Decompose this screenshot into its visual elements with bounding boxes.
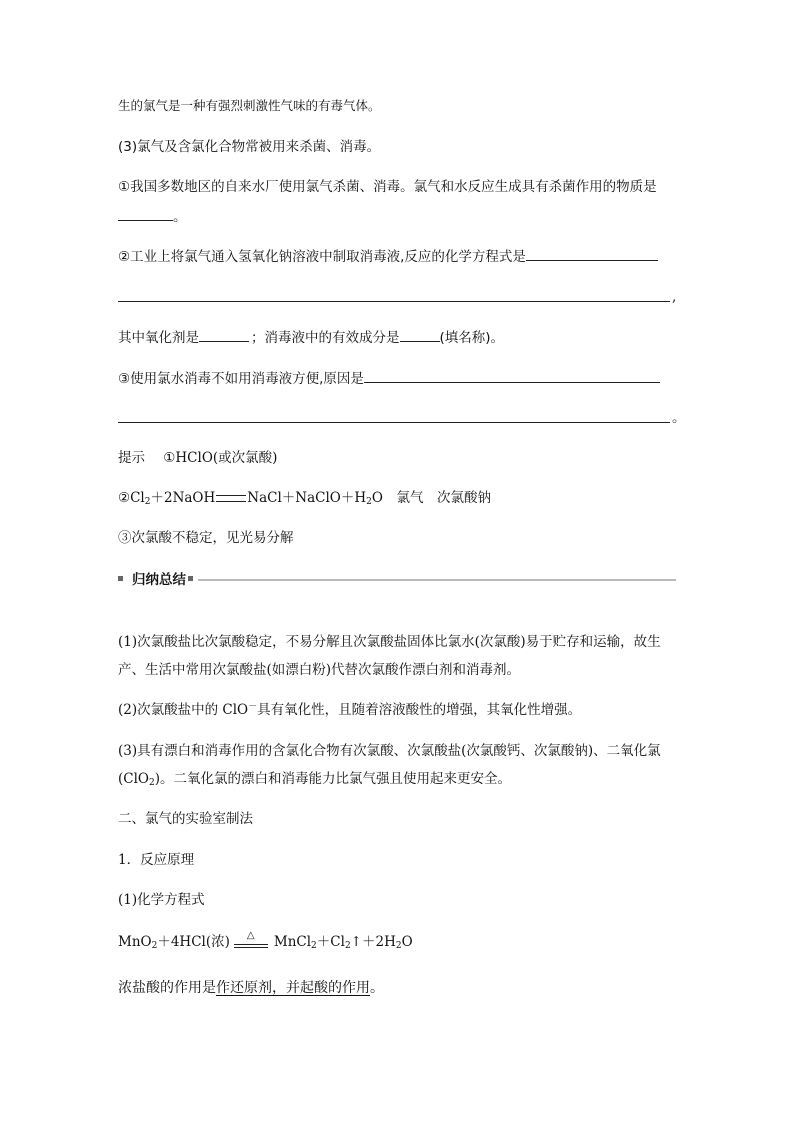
summary-1b: 产、生活中常用次氯酸盐(如漂白粉)代替次氯酸作漂白剂和消毒剂。 bbox=[118, 662, 521, 678]
heat-icon: △ bbox=[246, 929, 255, 941]
fill-name-label: (填名称)。 bbox=[439, 330, 505, 346]
eq-h2o: ↑＋2H bbox=[350, 934, 396, 950]
comma: , bbox=[672, 289, 677, 305]
period-3: 。 bbox=[370, 980, 384, 996]
subscript: 2 bbox=[144, 497, 151, 507]
answer-blank-7[interactable] bbox=[118, 422, 670, 423]
text-line-1: 生的氯气是一种有强烈刺激性气味的有毒气体。 bbox=[118, 98, 381, 113]
divider bbox=[198, 579, 676, 581]
hint-label: 提示 bbox=[118, 450, 145, 466]
summary-title: 归纳总结 bbox=[132, 572, 186, 588]
eq-cl2: ＋Cl bbox=[316, 934, 345, 950]
period: 。 bbox=[173, 209, 187, 225]
question-3 bbox=[118, 368, 660, 389]
summary-3-c: )。二氧化氯的漂白和消毒能力比氯气强且使用起来更安全。 bbox=[154, 771, 511, 787]
summary-3a: (3)具有漂白和消毒作用的含氯化合物有次氯酸、次氯酸盐(次氯酸钙、次氯酸钠)、二氧化氯 bbox=[118, 743, 661, 759]
oxidizer-label: 其中氧化剂是 bbox=[118, 330, 199, 346]
subscript: 2 bbox=[151, 941, 158, 951]
hint-2-c: NaCl＋NaClO＋H bbox=[247, 490, 367, 506]
answer-blank-4[interactable] bbox=[199, 327, 249, 342]
subscript: 2 bbox=[148, 778, 155, 788]
conc-hcl-role bbox=[118, 978, 384, 998]
effective-label: ；消毒液中的有效成分是 bbox=[251, 330, 400, 346]
question-2-continued bbox=[118, 327, 504, 348]
role-label: 浓盐酸的作用是 bbox=[118, 980, 216, 996]
answer-blank-2[interactable] bbox=[526, 246, 658, 261]
summary-2 bbox=[118, 700, 581, 720]
question-2 bbox=[118, 246, 658, 267]
heat-equals-sign bbox=[234, 929, 270, 953]
subscript: 2 bbox=[395, 941, 402, 951]
summary-3-b: (ClO bbox=[118, 771, 149, 787]
answer-blank-5[interactable] bbox=[400, 327, 440, 342]
answer-blank-3[interactable] bbox=[118, 301, 670, 302]
answer-line-1 bbox=[118, 206, 187, 227]
superscript: － bbox=[248, 701, 258, 712]
hint-2-b: ＋2NaOH bbox=[150, 490, 216, 506]
answer-blank-6[interactable] bbox=[364, 368, 660, 383]
summary-1a: (1)次氯酸盐比次氯酸稳定，不易分解且次氯酸盐固体比氯水(次氯酸)易于贮存和运输，故生 bbox=[118, 634, 661, 650]
summary-2-b: 具有氧化性，且随着溶液酸性的增强，其氧化性增强。 bbox=[257, 702, 582, 718]
text-line-2: (3)氯气及含氯化合物常被用来杀菌、消毒。 bbox=[118, 139, 381, 155]
square-icon bbox=[118, 576, 123, 581]
question-1: ①我国多数地区的自来水厂使用氯气杀菌、消毒。氯气和水反应生成具有杀菌作用的物质是 bbox=[118, 179, 657, 195]
hint-line-2 bbox=[118, 488, 491, 508]
subscript: 2 bbox=[344, 941, 351, 951]
equation-heading: (1)化学方程式 bbox=[118, 892, 205, 908]
equals-sign bbox=[216, 495, 246, 502]
subsection-heading: 1．反应原理 bbox=[118, 852, 195, 868]
summary-2-a: (2)次氯酸盐中的 ClO bbox=[118, 702, 249, 718]
hint-1: ①HClO(或次氯酸) bbox=[163, 450, 278, 466]
hint-2-a: ②Cl bbox=[118, 490, 145, 506]
question-2-text: ②工业上将氯气通入氢氧化钠溶液中制取消毒液,反应的化学方程式是 bbox=[118, 249, 526, 265]
summary-3b bbox=[118, 769, 511, 789]
question-3-text: ③使用氯水消毒不如用消毒液方便,原因是 bbox=[118, 371, 364, 387]
eq-mncl2: MnCl bbox=[273, 934, 312, 950]
eq-mno2: MnO bbox=[118, 934, 152, 950]
section-heading: 二、氯气的实验室制法 bbox=[118, 811, 253, 827]
reaction-equation bbox=[118, 929, 413, 953]
period-2: 。 bbox=[672, 410, 686, 426]
square-icon bbox=[188, 576, 193, 581]
role-answer: 作还原剂，并起酸的作用 bbox=[216, 980, 370, 996]
subscript: 2 bbox=[311, 941, 317, 951]
subscript: 2 bbox=[366, 497, 372, 507]
eq-hcl: ＋4HCl(浓) bbox=[157, 934, 230, 950]
hint-2-d: O 氯气 次氯酸钠 bbox=[371, 490, 491, 506]
hint-line-3: ③次氯酸不稳定，见光易分解 bbox=[118, 530, 294, 546]
summary-section-header bbox=[118, 570, 676, 590]
eq-o: O bbox=[401, 934, 413, 950]
hint-line-1 bbox=[118, 448, 277, 468]
answer-blank-1[interactable] bbox=[118, 206, 173, 221]
